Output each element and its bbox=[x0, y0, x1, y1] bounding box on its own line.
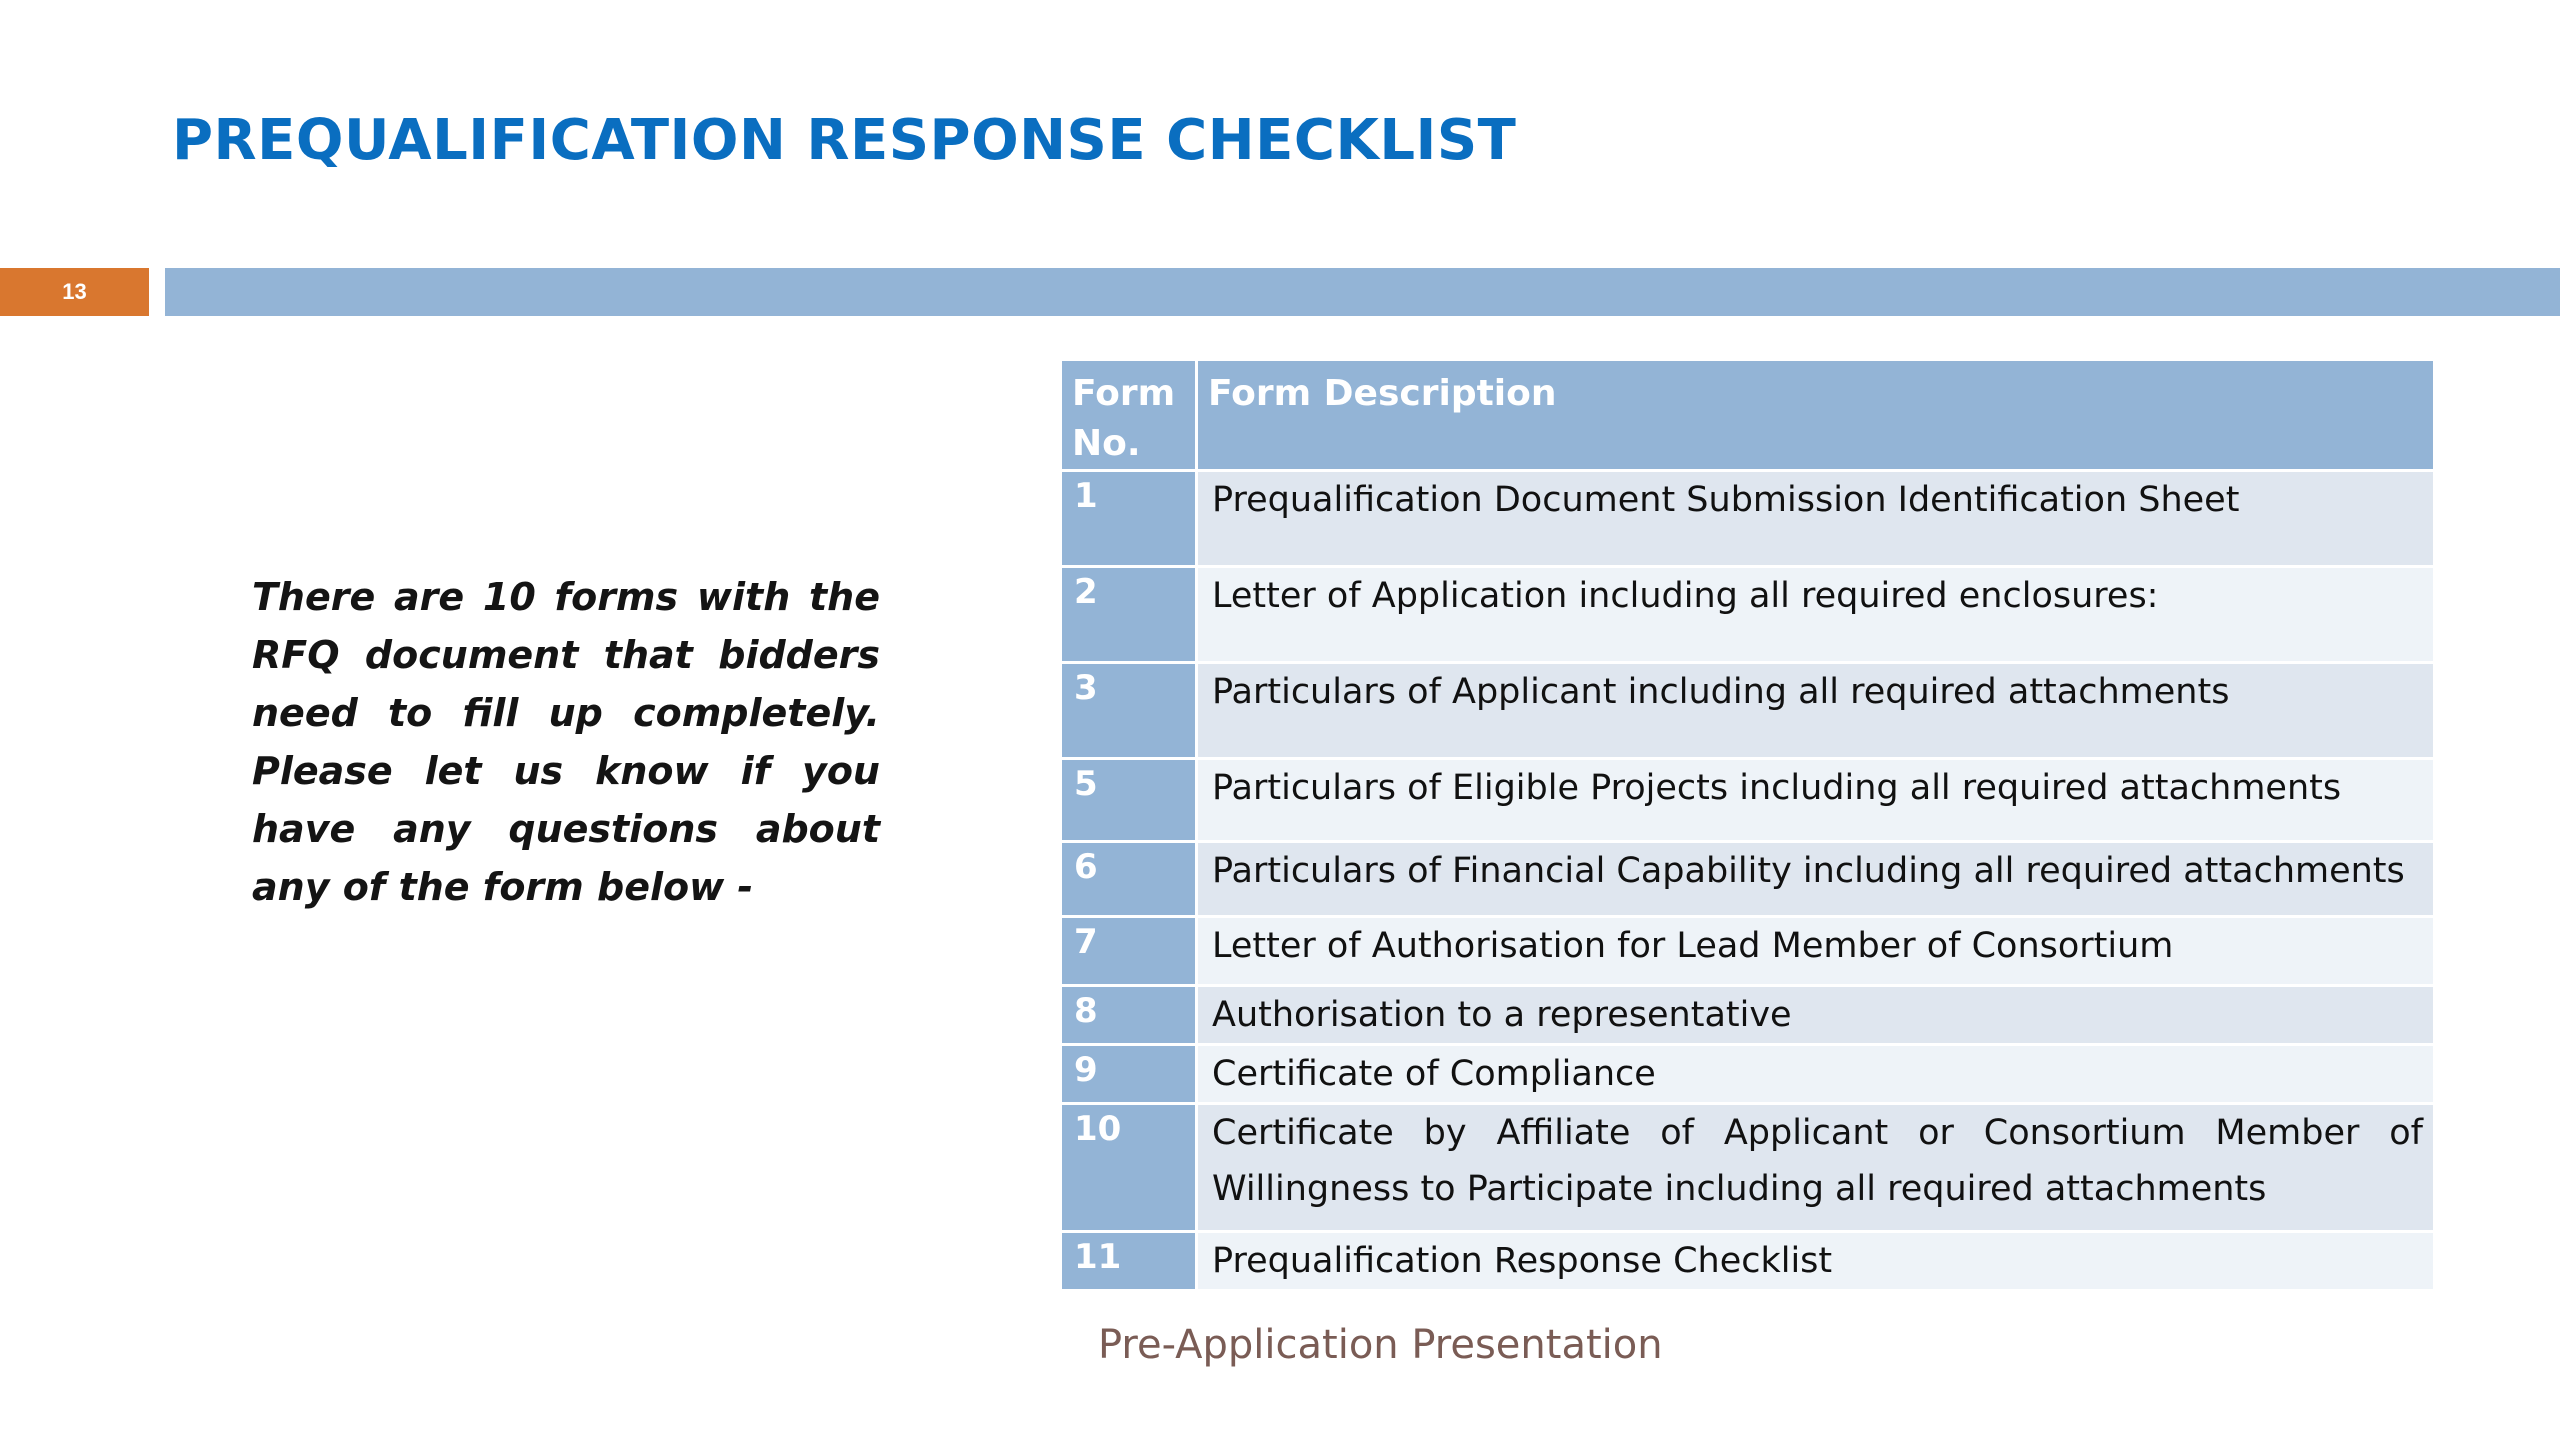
table-row bbox=[1061, 759, 2435, 842]
form-number: 9 bbox=[1061, 1045, 1197, 1104]
table-row bbox=[1061, 471, 2435, 567]
forms-table-container bbox=[1059, 358, 2433, 1292]
header-accent-bar bbox=[165, 268, 2560, 316]
form-number: 6 bbox=[1061, 842, 1197, 917]
header-form-no: Form No. bbox=[1061, 360, 1197, 471]
table-row bbox=[1061, 917, 2435, 986]
form-description: Particulars of Financial Capability including all required attachments bbox=[1197, 842, 2435, 917]
form-description: Letter of Application including all required enclosures: bbox=[1197, 567, 2435, 663]
form-description: Particulars of Eligible Projects including all required attachments bbox=[1197, 759, 2435, 842]
table-row bbox=[1061, 842, 2435, 917]
table-row bbox=[1061, 663, 2435, 759]
slide-footer: Pre-Application Presentation bbox=[1098, 1322, 1663, 1368]
table-header-row bbox=[1061, 360, 2435, 471]
table-row bbox=[1061, 567, 2435, 663]
form-description: Prequalification Response Checklist bbox=[1197, 1232, 2435, 1291]
form-number: 10 bbox=[1061, 1104, 1197, 1232]
form-description: Prequalification Document Submission Identification Sheet bbox=[1197, 471, 2435, 567]
table-row bbox=[1061, 1232, 2435, 1291]
form-description: Certificate by Affiliate of Applicant or Consortium Member of Willingness to Participate including all required attachments bbox=[1197, 1104, 2435, 1232]
form-number: 2 bbox=[1061, 567, 1197, 663]
form-description: Particulars of Applicant including all required attachments bbox=[1197, 663, 2435, 759]
form-number: 7 bbox=[1061, 917, 1197, 986]
table-row bbox=[1061, 1104, 2435, 1232]
form-number: 11 bbox=[1061, 1232, 1197, 1291]
form-number: 1 bbox=[1061, 471, 1197, 567]
header-form-description: Form Description bbox=[1197, 360, 2435, 471]
slide-title: PREQUALIFICATION RESPONSE CHECKLIST bbox=[172, 108, 1517, 173]
intro-paragraph: There are 10 forms with the RFQ document that bidders need to fill up completely. Please let us know if you have any questions about any of the form below - bbox=[252, 575, 880, 909]
slide-number-badge: 13 bbox=[0, 268, 149, 316]
table-row bbox=[1061, 1045, 2435, 1104]
form-number: 3 bbox=[1061, 663, 1197, 759]
form-description: Certificate of Compliance bbox=[1197, 1045, 2435, 1104]
form-number: 5 bbox=[1061, 759, 1197, 842]
table-row bbox=[1061, 986, 2435, 1045]
form-description: Authorisation to a representative bbox=[1197, 986, 2435, 1045]
form-description: Letter of Authorisation for Lead Member of Consortium bbox=[1197, 917, 2435, 986]
forms-table bbox=[1059, 358, 2436, 1292]
form-number: 8 bbox=[1061, 986, 1197, 1045]
